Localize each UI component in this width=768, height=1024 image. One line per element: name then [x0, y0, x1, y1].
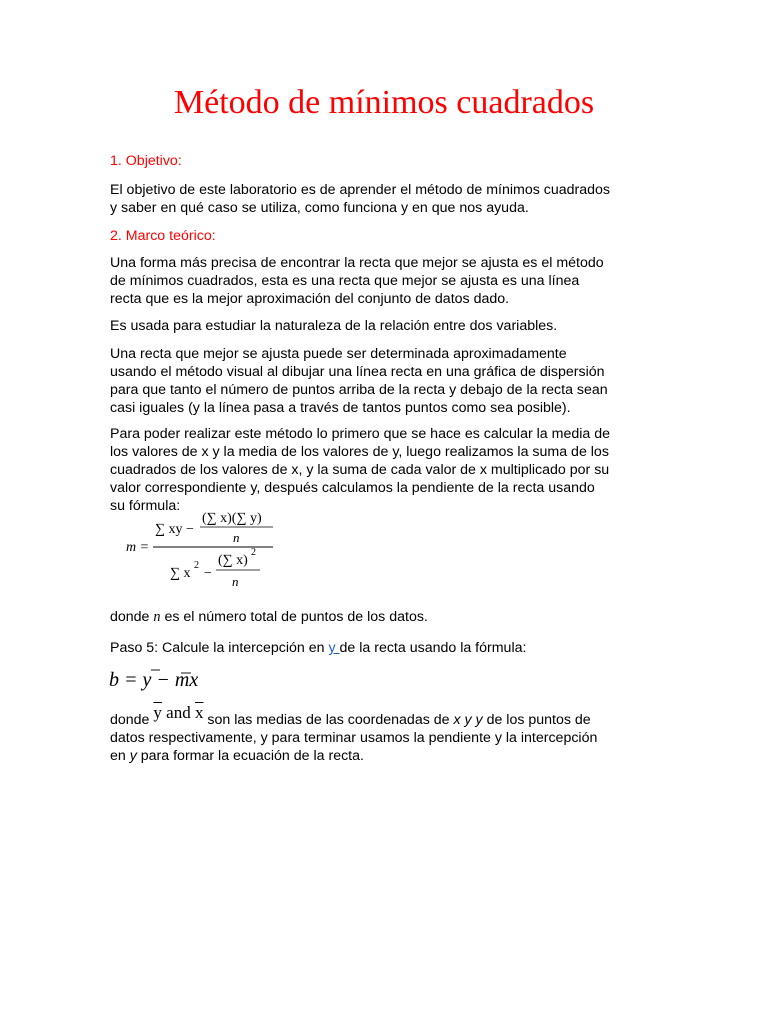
paragraph-means: [110, 703, 660, 765]
text-span: donde: [110, 712, 154, 728]
text-line: [110, 747, 660, 765]
paragraph-n-definition: [110, 608, 660, 626]
formula-m-num-b: (∑ x)(∑ y): [202, 511, 262, 526]
text-span: de la recta usando la fórmula:: [339, 640, 527, 656]
text-line: datos respectivamente, y para terminar usamos la pendiente y la intercepción: [110, 730, 598, 746]
formula-m-den-b: (∑ x): [218, 553, 248, 568]
text-line: los valores de x y la media de los valores de y, luego realizamos la suma de los: [110, 444, 609, 460]
section-heading-objetivo: 1. Objetivo:: [110, 153, 182, 169]
paragraph-marco-4: [110, 425, 660, 515]
text-span: Paso 5: Calcule la intercepción en: [110, 640, 329, 656]
formula-m-num-n: n: [233, 530, 240, 545]
mean-x-symbol: $\overline{x}$: [194, 703, 204, 722]
text-span: son las medias de las coordenadas de: [203, 712, 454, 728]
formula-m-den-exp: 2: [194, 560, 199, 571]
text-line: casi iguales (y la línea pasa a través de tantos puntos como sea posible).: [110, 400, 571, 416]
text-line: Una forma más precisa de encontrar la recta que mejor se ajusta es el método: [110, 255, 604, 271]
text-span: para formar la ecuación de la recta.: [136, 748, 364, 764]
text-line: Para poder realizar este método lo primero que se hace es calcular la media de: [110, 426, 610, 442]
text-span: de los puntos de: [482, 712, 591, 728]
paragraph-paso5: [110, 639, 660, 657]
text-line: y saber en qué caso se utiliza, como funciona y en que nos ayuda.: [110, 200, 529, 216]
paragraph-marco-3: [110, 345, 660, 417]
y-link[interactable]: y: [328, 640, 340, 656]
text-line: valor correspondiente y, después calculamos la pendiente de la recta usando: [110, 480, 595, 496]
text-span: donde: [110, 609, 154, 625]
formula-m-den-a: ∑ x: [170, 566, 191, 581]
text-line: para que tanto el número de puntos arriba de la recta y debajo de la recta sean: [110, 382, 608, 398]
text-span: en: [110, 748, 130, 764]
and-word: and: [166, 703, 191, 722]
text-line: su fórmula:: [110, 498, 181, 514]
text-line: recta que es la mejor aproximación del conjunto de datos dado.: [110, 291, 510, 307]
text-line: El objetivo de este laboratorio es de aprender el método de mínimos cuadrados: [110, 182, 611, 198]
mean-y-symbol: $\overline{y}$: [153, 703, 162, 722]
math-var-y: y: [129, 748, 137, 764]
text-line: usando el método visual al dibujar una línea recta en una gráfica de dispersión: [110, 364, 605, 380]
formula-b-text: b = y − mx: [109, 669, 198, 691]
text-line: de mínimos cuadrados, esta es una recta que mejor se ajusta es una línea: [110, 273, 580, 289]
intercept-formula: [108, 664, 198, 692]
formula-m-den-minus: −: [204, 566, 212, 581]
math-var-n: n: [153, 609, 161, 625]
paragraph-marco-2: Es usada para estudiar la naturaleza de la relación entre dos variables.: [110, 318, 558, 334]
page-title: Método de mínimos cuadrados: [173, 84, 595, 121]
text-span: es el número total de puntos de los datos.: [160, 609, 428, 625]
text-line: cuadrados de los valores de x, y la suma de cada valor de x multiplicado por su: [110, 462, 610, 478]
formula-m-lhs: m =: [126, 540, 150, 555]
formula-m-den-b-exp: 2: [251, 547, 256, 558]
formula-m-num-a: ∑ xy −: [155, 522, 194, 537]
section-heading-marco: 2. Marco teórico:: [110, 228, 216, 244]
text-line: Una recta que mejor se ajusta puede ser determinada aproximadamente: [110, 346, 567, 362]
text-line: [110, 703, 660, 729]
paragraph-objetivo: [110, 181, 660, 217]
paragraph-marco-1: [110, 254, 660, 308]
slope-formula: [118, 505, 288, 597]
formula-m-den-n: n: [232, 574, 239, 589]
math-var-xy: x y y: [453, 712, 483, 728]
